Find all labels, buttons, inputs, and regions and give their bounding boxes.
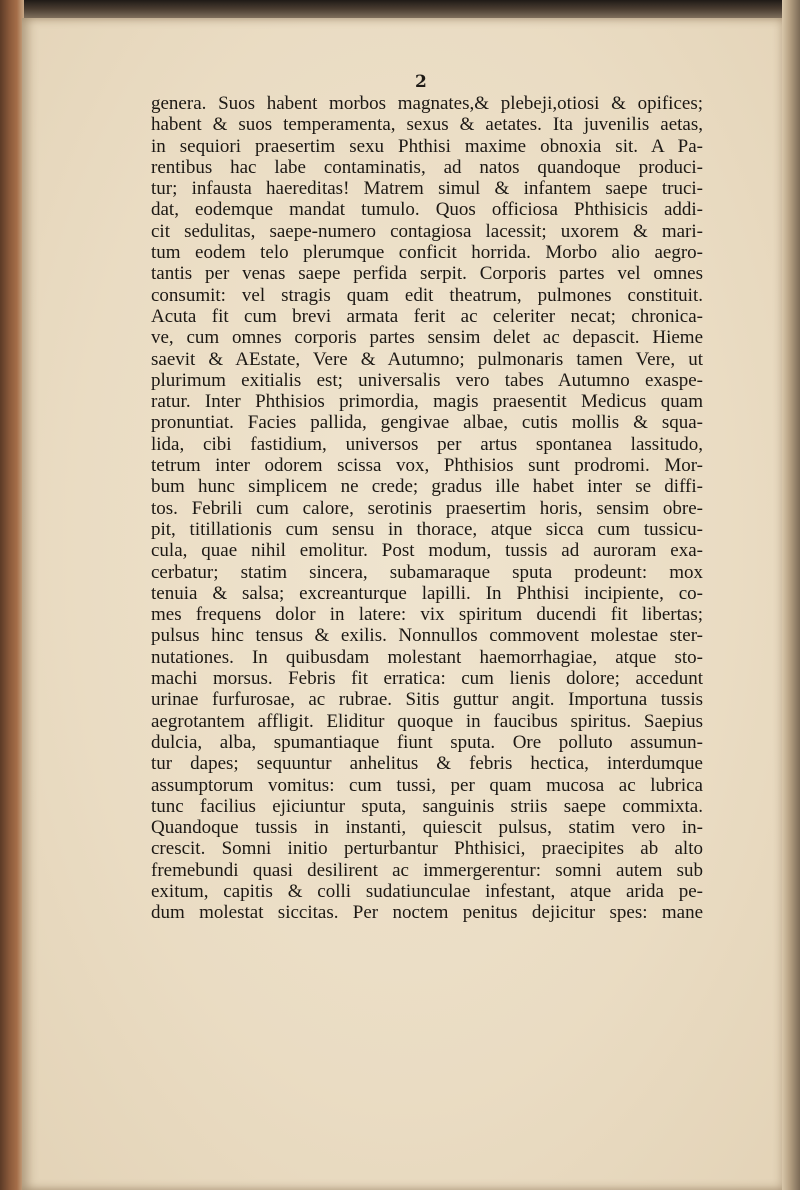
- page-stack-edge: [782, 0, 800, 1190]
- book-binding-edge: [0, 0, 24, 1190]
- text-line: dat, eodemque mandat tumulo. Quos officiosa Phthisicis addi-: [151, 199, 703, 221]
- text-line: cula, quae nihil emolitur. Post modum, tussis ad auroram exa-: [151, 540, 703, 562]
- text-line: tetrum inter odorem scissa vox, Phthisios sunt prodromi. Mor-: [151, 455, 703, 477]
- text-line: pit, titillationis cum sensu in thorace, atque sicca cum tussicu-: [151, 518, 703, 540]
- text-line: bum hunc simplicem ne crede; gradus ille habet inter se diffi-: [151, 476, 703, 498]
- text-line: Acuta fit cum brevi armata ferit ac celeriter necat; chronica-: [151, 305, 703, 327]
- text-line: tantis per venas saepe perfida serpit. Corporis partes vel omnes: [151, 263, 703, 285]
- text-line: lida, cibi fastidium, universos per artus spontanea lassitudo,: [151, 433, 703, 455]
- page-top-edge: [0, 0, 800, 20]
- text-line: fremebundi quasi desilirent ac immergerentur: somni autem sub: [151, 859, 703, 881]
- text-line: tenuia & salsa; excreanturque lapilli. In Phthisi incipiente, co-: [151, 582, 703, 604]
- text-line: consumit: vel stragis quam edit theatrum, pulmones constituit.: [151, 284, 703, 306]
- text-line: pulsus hinc tensus & exilis. Nonnullos commovent molestae ster-: [151, 625, 703, 647]
- text-line: mes frequens dolor in latere: vix spiritum ducendi fit libertas;: [151, 604, 703, 626]
- text-line: tur dapes; sequuntur anhelitus & febris hectica, interdumque: [151, 753, 703, 775]
- text-line: cit sedulitas, saepe-numero contagiosa lacessit; uxorem & mari-: [151, 220, 703, 242]
- text-line: Quandoque tussis in instanti, quiescit pulsus, statim vero in-: [151, 817, 703, 839]
- text-line: machi morsus. Febris fit erratica: cum lienis dolore; accedunt: [151, 668, 703, 690]
- text-line: habent & suos temperamenta, sexus & aetates. Ita juvenilis aetas,: [151, 114, 703, 136]
- body-text: [151, 93, 703, 924]
- text-line: genera. Suos habent morbos magnates,& plebeji,otiosi & opifices;: [151, 93, 703, 114]
- page-number: 2: [415, 72, 427, 92]
- text-line: ve, cum omnes corporis partes sensim delet ac depascit. Hieme: [151, 327, 703, 349]
- text-line: pronuntiat. Facies pallida, gengivae albae, cutis mollis & squa-: [151, 412, 703, 434]
- text-line: crescit. Somni initio perturbantur Phthisici, praecipites ab alto: [151, 838, 703, 860]
- text-line: tur; infausta haereditas! Matrem simul & infantem saepe truci-: [151, 178, 703, 200]
- text-line: dum molestat siccitas. Per noctem penitus dejicitur spes: mane: [151, 902, 703, 924]
- text-line: plurimum exitialis est; universalis vero tabes Autumno exaspe-: [151, 369, 703, 391]
- text-line: nutationes. In quibusdam molestant haemorrhagiae, atque sto-: [151, 646, 703, 668]
- text-line: tum eodem telo plerumque conficit horrida. Morbo alio aegro-: [151, 242, 703, 264]
- text-line: saevit & AEstate, Vere & Autumno; pulmonaris tamen Vere, ut: [151, 348, 703, 370]
- text-line: tos. Febrili cum calore, serotinis praesertim horis, sensim obre-: [151, 497, 703, 519]
- text-line: aegrotantem affligit. Eliditur quoque in faucibus spiritus. Saepius: [151, 710, 703, 732]
- text-line: cerbatur; statim sincera, subamaraque sputa prodeunt: mox: [151, 561, 703, 583]
- text-line: in sequiori praesertim sexu Phthisi maxime obnoxia sit. A Pa-: [151, 135, 703, 157]
- text-line: tunc facilius ejiciuntur sputa, sanguinis striis saepe commixta.: [151, 795, 703, 817]
- text-line: ratur. Inter Phthisios primordia, magis praesentit Medicus quam: [151, 391, 703, 413]
- text-line: dulcia, alba, spumantiaque fiunt sputa. Ore polluto assumun-: [151, 731, 703, 753]
- text-line: exitum, capitis & colli sudatiunculae infestant, atque arida pe-: [151, 880, 703, 902]
- text-line: assumptorum vomitus: cum tussi, per quam mucosa ac lubrica: [151, 774, 703, 796]
- text-line: rentibus hac labe contaminatis, ad natos quandoque produci-: [151, 156, 703, 178]
- text-line: urinae furfurosae, ac rubrae. Sitis guttur angit. Importuna tussis: [151, 689, 703, 711]
